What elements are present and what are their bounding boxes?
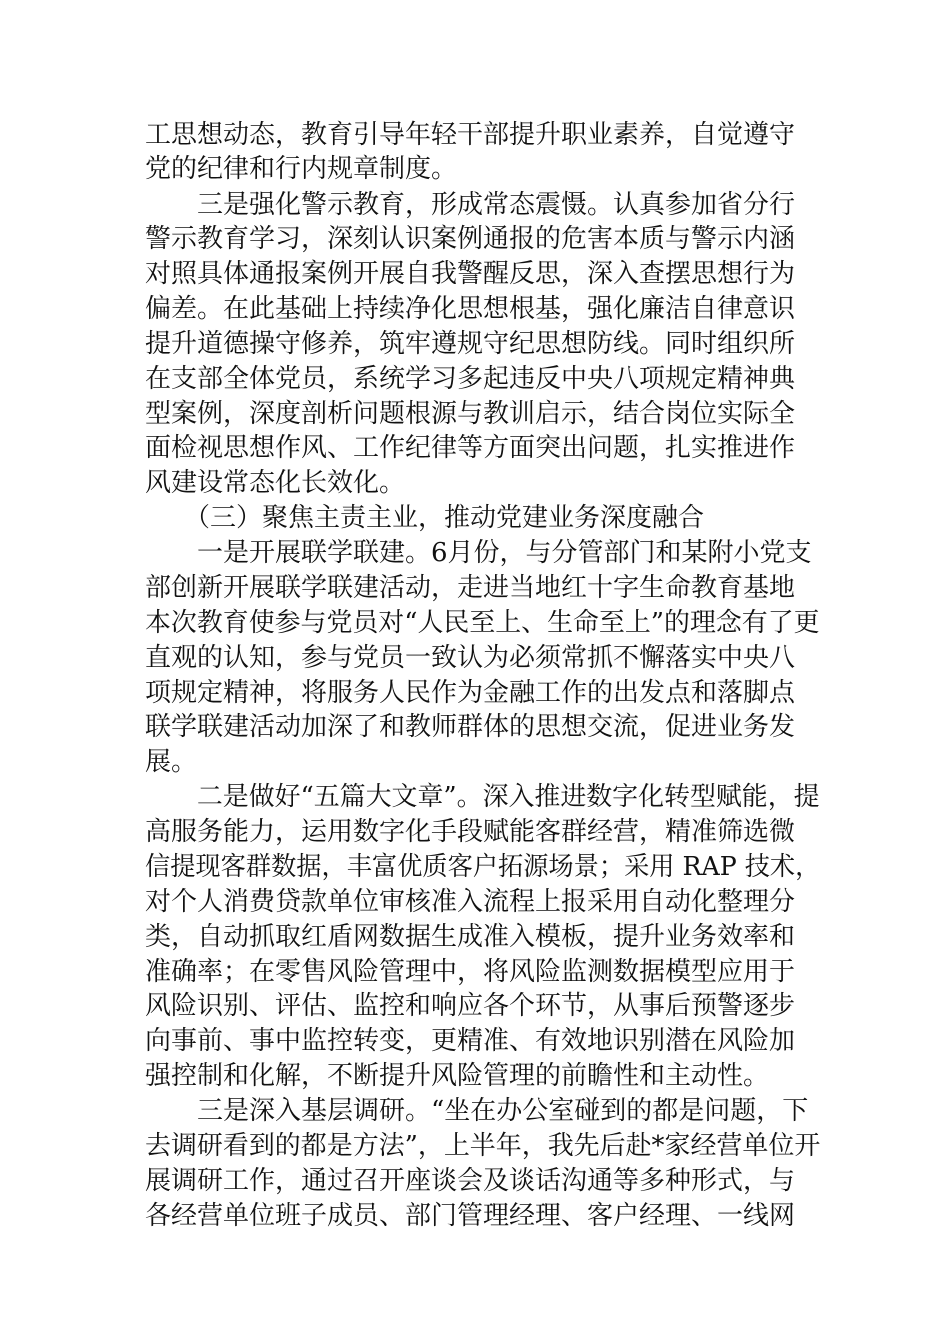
text-line: 去调研看到的都是方法”，上半年，我先后赴*家经营单位开 bbox=[145, 1131, 821, 1161]
text-line: 在支部全体党员，系统学习多起违反中央八项规定精神典 bbox=[145, 364, 796, 394]
text-line: 向事前、事中监控转变，更精准、有效地识别潜在风险加 bbox=[145, 1026, 796, 1056]
text-line: 准确率；在零售风险管理中，将风险监测数据模型应用于 bbox=[145, 957, 796, 987]
text-line: 警示教育学习，深刻认识案例通报的危害本质与警示内涵 bbox=[145, 224, 796, 254]
text-line: 风险识别、评估、监控和响应各个环节，从事后预警逐步 bbox=[145, 991, 796, 1021]
section-heading: （三）聚焦主责主业，推动党建业务深度融合 bbox=[145, 503, 705, 533]
text-line: 项规定精神，将服务人民作为金融工作的出发点和落脚点 bbox=[145, 678, 796, 708]
text-line: 展。 bbox=[145, 747, 198, 777]
text-line: 高服务能力，运用数字化手段赋能客群经营，精准筛选微 bbox=[145, 817, 796, 847]
text-line: 信提现客群数据，丰富优质客户拓源场景；采用 RAP 技术， bbox=[145, 852, 821, 882]
text-line: 面检视思想作风、工作纪律等方面突出问题，扎实推进作 bbox=[145, 433, 796, 463]
text-line: 直观的认知，参与党员一致认为必须常抓不懈落实中央八 bbox=[145, 643, 796, 673]
text-line: 风建设常态化长效化。 bbox=[145, 468, 406, 498]
text-line: 类，自动抓取红盾网数据生成准入模板，提升业务效率和 bbox=[145, 922, 796, 952]
text-line: 强控制和化解，不断提升风险管理的前瞻性和主动性。 bbox=[145, 1061, 770, 1091]
paragraph-start-line: 三是强化警示教育，形成常态震慑。认真参加省分行 bbox=[145, 190, 796, 220]
text-line: 各经营单位班子成员、部门管理经理、客户经理、一线网 bbox=[145, 1201, 796, 1231]
text-line: 对照具体通报案例开展自我警醒反思，深入查摆思想行为 bbox=[145, 259, 796, 289]
text-line: 联学联建活动加深了和教师群体的思想交流，促进业务发 bbox=[145, 712, 796, 742]
text-line: 展调研工作，通过召开座谈会及谈话沟通等多种形式，与 bbox=[145, 1166, 796, 1196]
text-line: 党的纪律和行内规章制度。 bbox=[145, 154, 458, 184]
text-line: 偏差。在此基础上持续净化思想根基，强化廉洁自律意识 bbox=[145, 294, 796, 324]
text-line: 提升道德操守修养，筑牢遵规守纪思想防线。同时组织所 bbox=[145, 329, 796, 359]
text-line: 型案例，深度剖析问题根源与教训启示，结合岗位实际全 bbox=[145, 399, 796, 429]
paragraph-start-line: 三是深入基层调研。“坐在办公室碰到的都是问题，下 bbox=[145, 1096, 809, 1126]
text-line: 对个人消费贷款单位审核准入流程上报采用自动化整理分 bbox=[145, 887, 796, 917]
paragraph-start-line: 二是做好“五篇大文章”。深入推进数字化转型赋能，提 bbox=[145, 782, 820, 812]
paragraph-start-line: 一是开展联学联建。6月份，与分管部门和某附小党支 bbox=[145, 538, 812, 568]
text-line: 本次教育使参与党员对“人民至上、生命至上”的理念有了更 bbox=[145, 608, 820, 638]
text-line: 部创新开展联学联建活动，走进当地红十字生命教育基地 bbox=[145, 573, 796, 603]
text-line: 工思想动态，教育引导年轻干部提升职业素养，自觉遵守 bbox=[145, 120, 796, 150]
